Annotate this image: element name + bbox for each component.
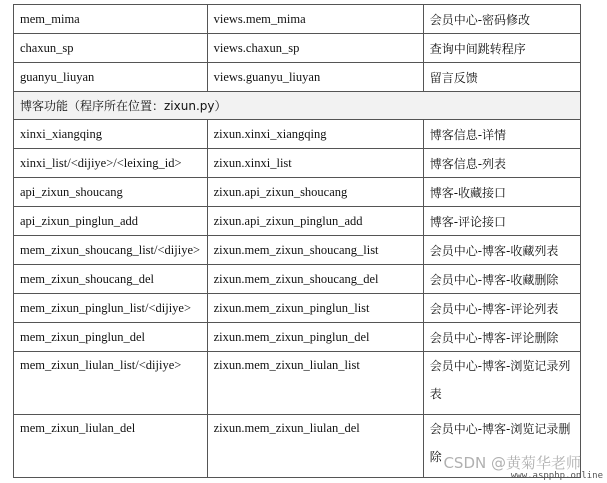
description-cell: 会员中心-博客-评论列表 bbox=[423, 294, 580, 323]
table-row bbox=[14, 5, 581, 34]
description-cell: 会员中心-博客-评论删除 bbox=[423, 323, 580, 352]
section-header-row bbox=[14, 92, 581, 120]
table-row bbox=[14, 63, 581, 92]
route-path-cell: mem_zixun_liulan_del bbox=[14, 415, 208, 478]
table-row bbox=[14, 178, 581, 207]
route-path-cell: mem_zixun_pinglun_del bbox=[14, 323, 208, 352]
table-row bbox=[14, 120, 581, 149]
route-path-cell: mem_mima bbox=[14, 5, 208, 34]
description-cell: 留言反馈 bbox=[423, 63, 580, 92]
view-function-cell: zixun.mem_zixun_liulan_del bbox=[207, 415, 423, 478]
view-function-cell: zixun.mem_zixun_shoucang_del bbox=[207, 265, 423, 294]
table-row bbox=[14, 236, 581, 265]
route-path-cell: api_zixun_shoucang bbox=[14, 178, 208, 207]
csdn-watermark: CSDN @黄菊华老师 bbox=[443, 454, 581, 472]
description-cell: 会员中心-博客-收藏删除 bbox=[423, 265, 580, 294]
route-path-cell: guanyu_liuyan bbox=[14, 63, 208, 92]
route-path-cell: api_zixun_pinglun_add bbox=[14, 207, 208, 236]
view-function-cell: zixun.mem_zixun_pinglun_del bbox=[207, 323, 423, 352]
view-function-cell: zixun.xinxi_xiangqing bbox=[207, 120, 423, 149]
route-path-cell: mem_zixun_shoucang_list/<dijiye> bbox=[14, 236, 208, 265]
description-cell: 会员中心-博客-浏览记录删除 bbox=[423, 415, 580, 478]
table-row bbox=[14, 34, 581, 63]
description-cell: 会员中心-博客-浏览记录列表 bbox=[423, 352, 580, 415]
table-row bbox=[14, 265, 581, 294]
table-row bbox=[14, 294, 581, 323]
view-function-cell: zixun.api_zixun_pinglun_add bbox=[207, 207, 423, 236]
description-cell: 会员中心-密码修改 bbox=[423, 5, 580, 34]
view-function-cell: zixun.xinxi_list bbox=[207, 149, 423, 178]
section-title: 博客功能（程序所在位置：zixun.py） bbox=[14, 92, 581, 120]
route-table bbox=[13, 4, 581, 478]
route-path-cell: mem_zixun_shoucang_del bbox=[14, 265, 208, 294]
view-function-cell: views.guanyu_liuyan bbox=[207, 63, 423, 92]
view-function-cell: zixun.mem_zixun_shoucang_list bbox=[207, 236, 423, 265]
description-cell: 博客信息-详情 bbox=[423, 120, 580, 149]
view-function-cell: zixun.api_zixun_shoucang bbox=[207, 178, 423, 207]
table-row bbox=[14, 323, 581, 352]
view-function-cell: zixun.mem_zixun_pinglun_list bbox=[207, 294, 423, 323]
route-path-cell: xinxi_list/<dijiye>/<leixing_id> bbox=[14, 149, 208, 178]
view-function-cell: views.mem_mima bbox=[207, 5, 423, 34]
description-cell: 博客-收藏接口 bbox=[423, 178, 580, 207]
description-cell: 博客信息-列表 bbox=[423, 149, 580, 178]
description-cell: 会员中心-博客-收藏列表 bbox=[423, 236, 580, 265]
table-row bbox=[14, 149, 581, 178]
view-function-cell: views.chaxun_sp bbox=[207, 34, 423, 63]
description-cell: 博客-评论接口 bbox=[423, 207, 580, 236]
table-row bbox=[14, 207, 581, 236]
site-url: www.aspphp.online bbox=[510, 471, 603, 481]
route-path-cell: chaxun_sp bbox=[14, 34, 208, 63]
route-path-cell: xinxi_xiangqing bbox=[14, 120, 208, 149]
table-row bbox=[14, 352, 581, 415]
description-cell: 查询中间跳转程序 bbox=[423, 34, 580, 63]
route-path-cell: mem_zixun_liulan_list/<dijiye> bbox=[14, 352, 208, 415]
view-function-cell: zixun.mem_zixun_liulan_list bbox=[207, 352, 423, 415]
route-path-cell: mem_zixun_pinglun_list/<dijiye> bbox=[14, 294, 208, 323]
